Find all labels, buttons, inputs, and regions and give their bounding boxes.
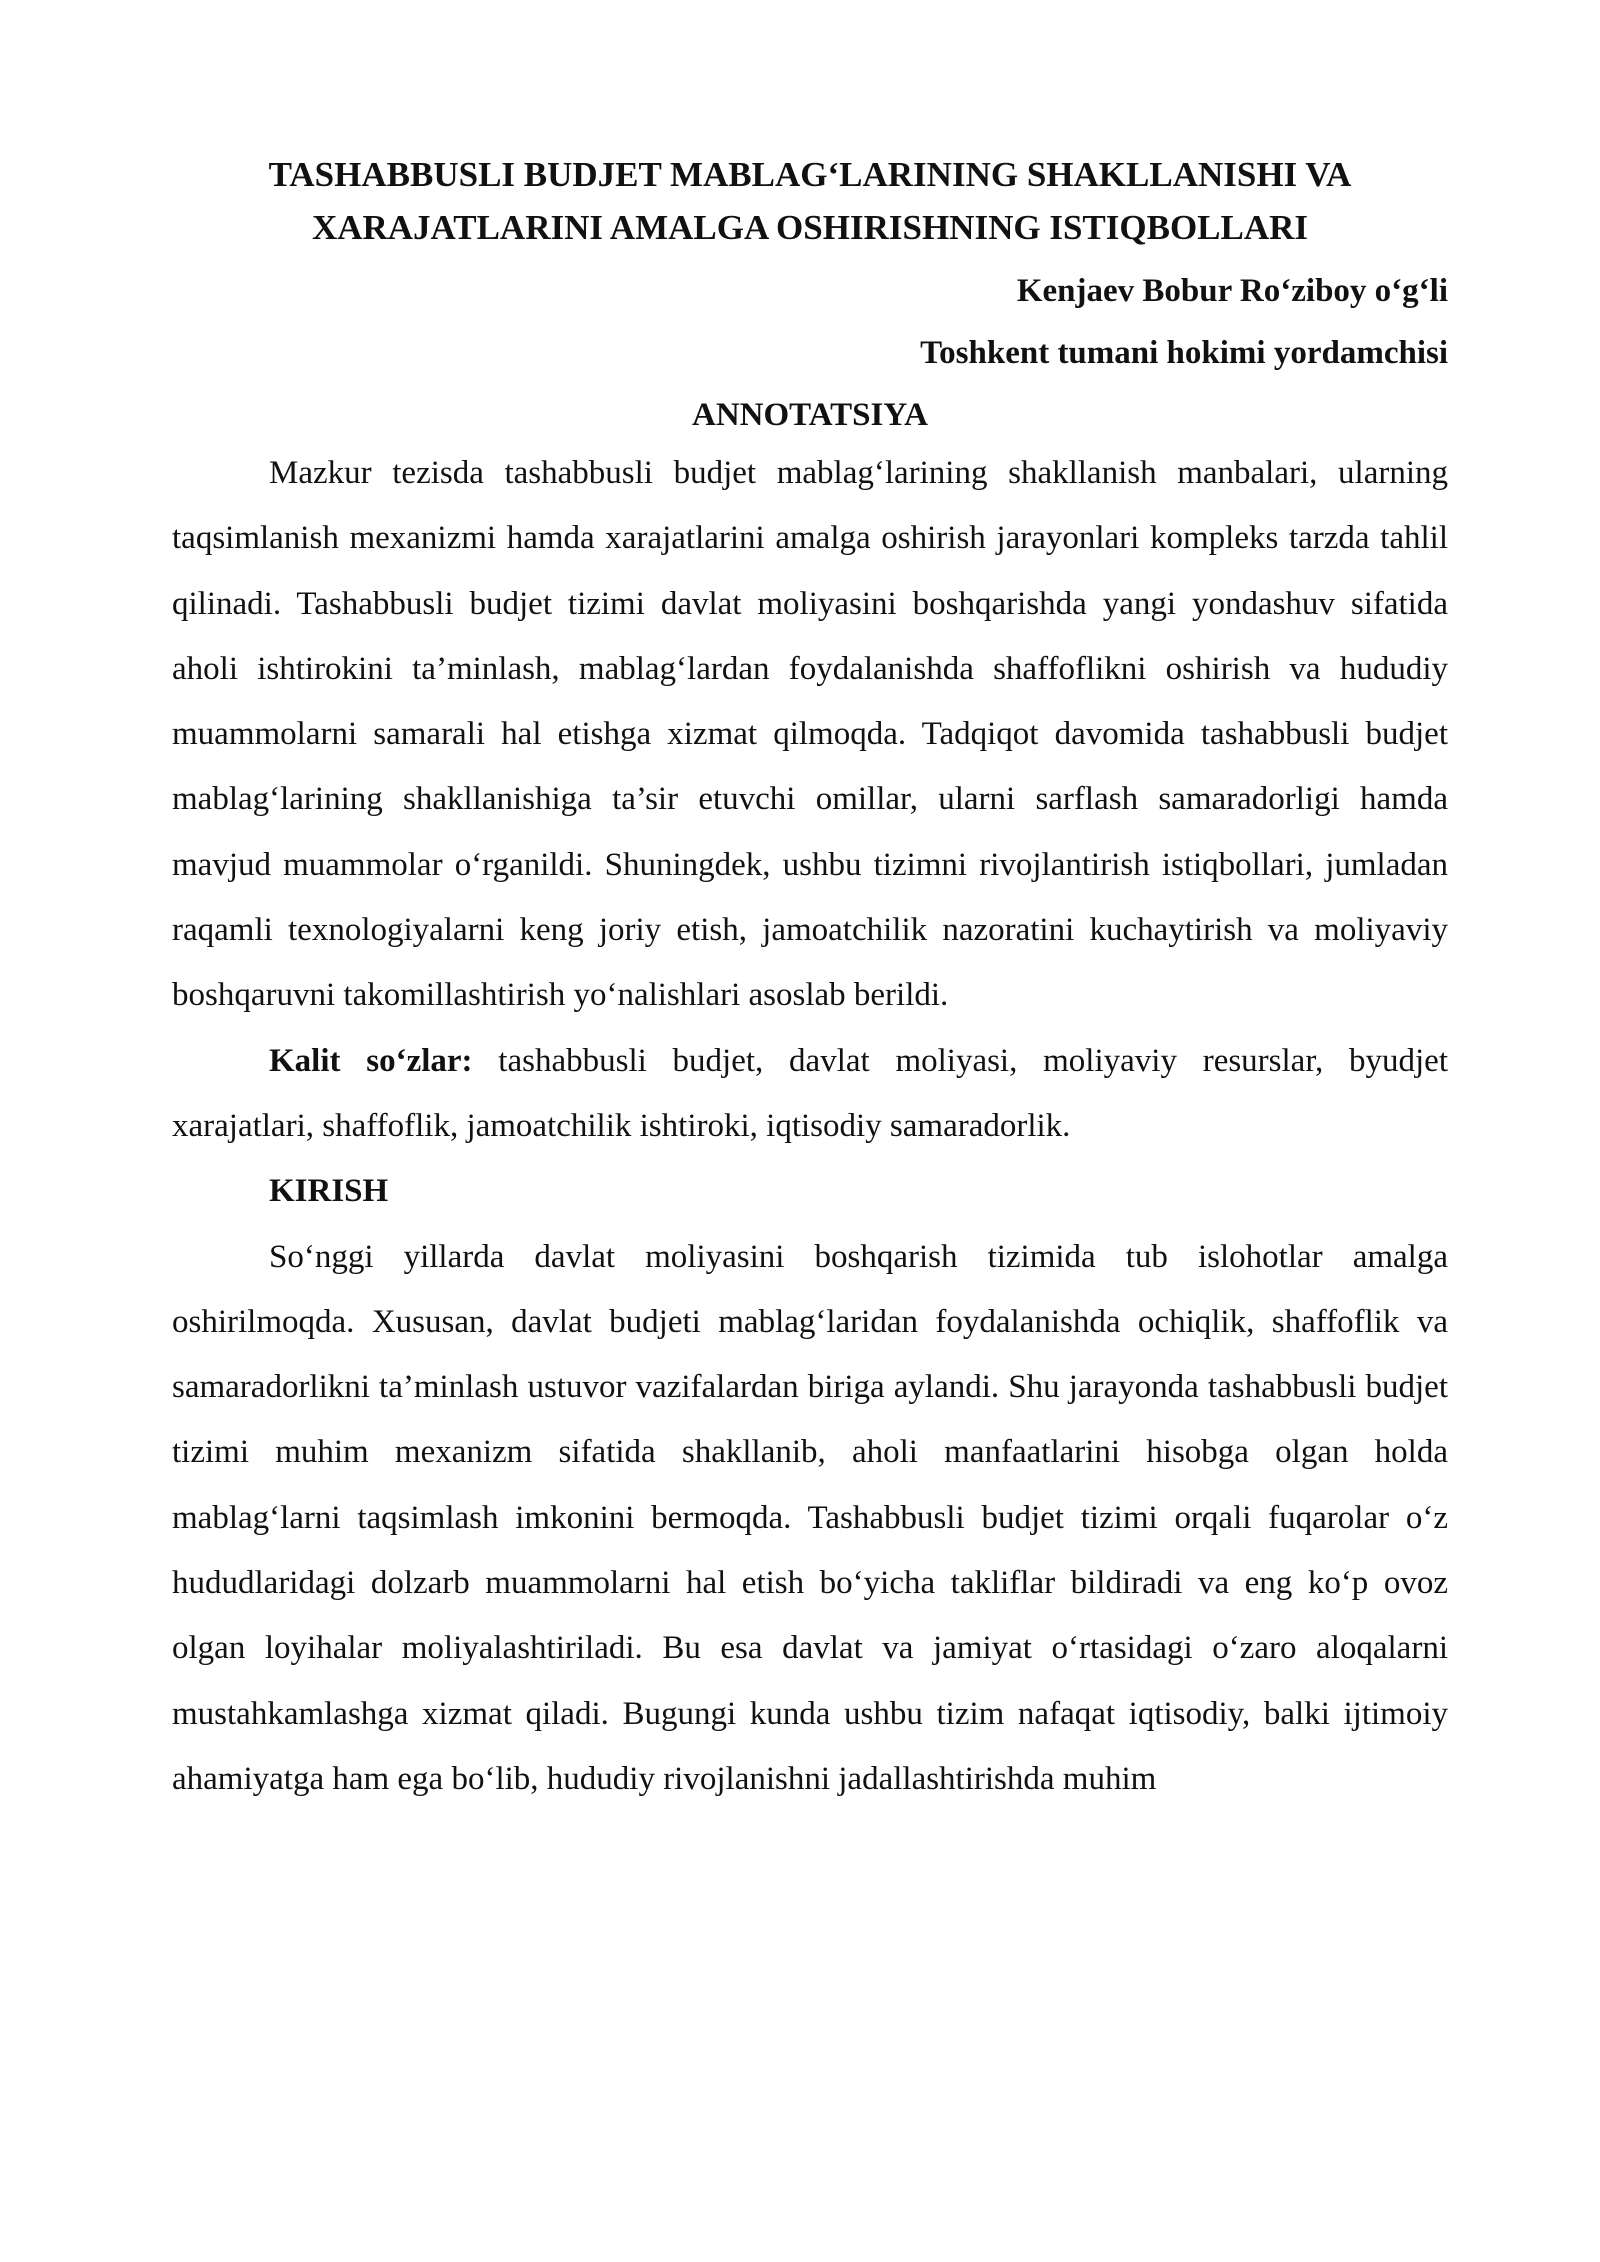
keywords-paragraph [172,1029,1448,1160]
document-page [172,148,1448,1812]
author-name: Kenjaev Bobur Ro‘ziboy o‘g‘li [1016,273,1448,309]
keywords-text: tashabbusli budjet, davlat moliyasi, moliyaviy resurslar, byudjet xarajatlari, shaffoflik, jamoatchilik ishtiroki, iqtisodiy samaradorlik. [172,1042,1448,1144]
intro-heading: KIRISH [269,1173,389,1210]
title-line-2: XARAJATLARINI AMALGA OSHIRISHNING ISTIQBOLLARI [311,208,1309,247]
title-line-1: TASHABBUSLI BUDJET MABLAG‘LARINING SHAKLLANISHI VA [268,155,1352,194]
keywords-label: Kalit so‘zlar: [269,1042,473,1079]
author-position: Toshkent tumani hokimi yordamchisi [920,335,1448,371]
annotation-heading: ANNOTATSIYA [692,397,928,433]
annotation-paragraph: Mazkur tezisda tashabbusli budjet mablag‘larining shakllanish manbalari, ularning taqsimlanish mexanizmi hamda xarajatlarini amalga oshirish jarayonlari kompleks tarzda tahlil qilinadi. Tashabbusli budjet tizimi davlat moliyasini boshqarishda yangi yondashuv sifatida aholi ishtirokini ta’minlash, mablag‘lardan foydalanishda shaffoflikni oshirish va hududiy muammolarni samarali hal etishga xizmat qilmoqda. Tadqiqot davomida tashabbusli budjet mablag‘larining shakllanishiga ta’sir etuvchi omillar, ularni sarflash samaradorligi hamda mavjud muammolar o‘rganildi. Shuningdek, ushbu tizimni rivojlantirish istiqbollari, jumladan raqamli texnologiyalarni keng joriy etish, jamoatchilik nazoratini kuchaytirish va moliyaviy boshqaruvni takomillashtirish yo‘nalishlari asoslab berildi. [172,455,1448,1014]
intro-paragraph: So‘nggi yillarda davlat moliyasini boshqarish tizimida tub islohotlar amalga oshirilmoqda. Xususan, davlat budjeti mablag‘laridan foydalanishda ochiqlik, shaffoflik va samaradorlikni ta’minlash ustuvor vazifalardan biriga aylandi. Shu jarayonda tashabbusli budjet tizimi muhim mexanizm sifatida shakllanib, aholi manfaatlarini hisobga olgan holda mablag‘larni taqsimlash imkonini bermoqda. Tashabbusli budjet tizimi orqali fuqarolar o‘z hududlaridagi dolzarb muammolarni hal etish bo‘yicha takliflar bildiradi va eng ko‘p ovoz olgan loyihalar moliyalashtiriladi. Bu esa davlat va jamiyat o‘rtasidagi o‘zaro aloqalarni mustahkamlashga xizmat qiladi. Bugungi kunda ushbu tizim nafaqat iqtisodiy, balki ijtimoiy ahamiyatga ham ega bo‘lib, hududiy rivojlanishni jadallashtirishda muhim [172,1238,1448,1797]
